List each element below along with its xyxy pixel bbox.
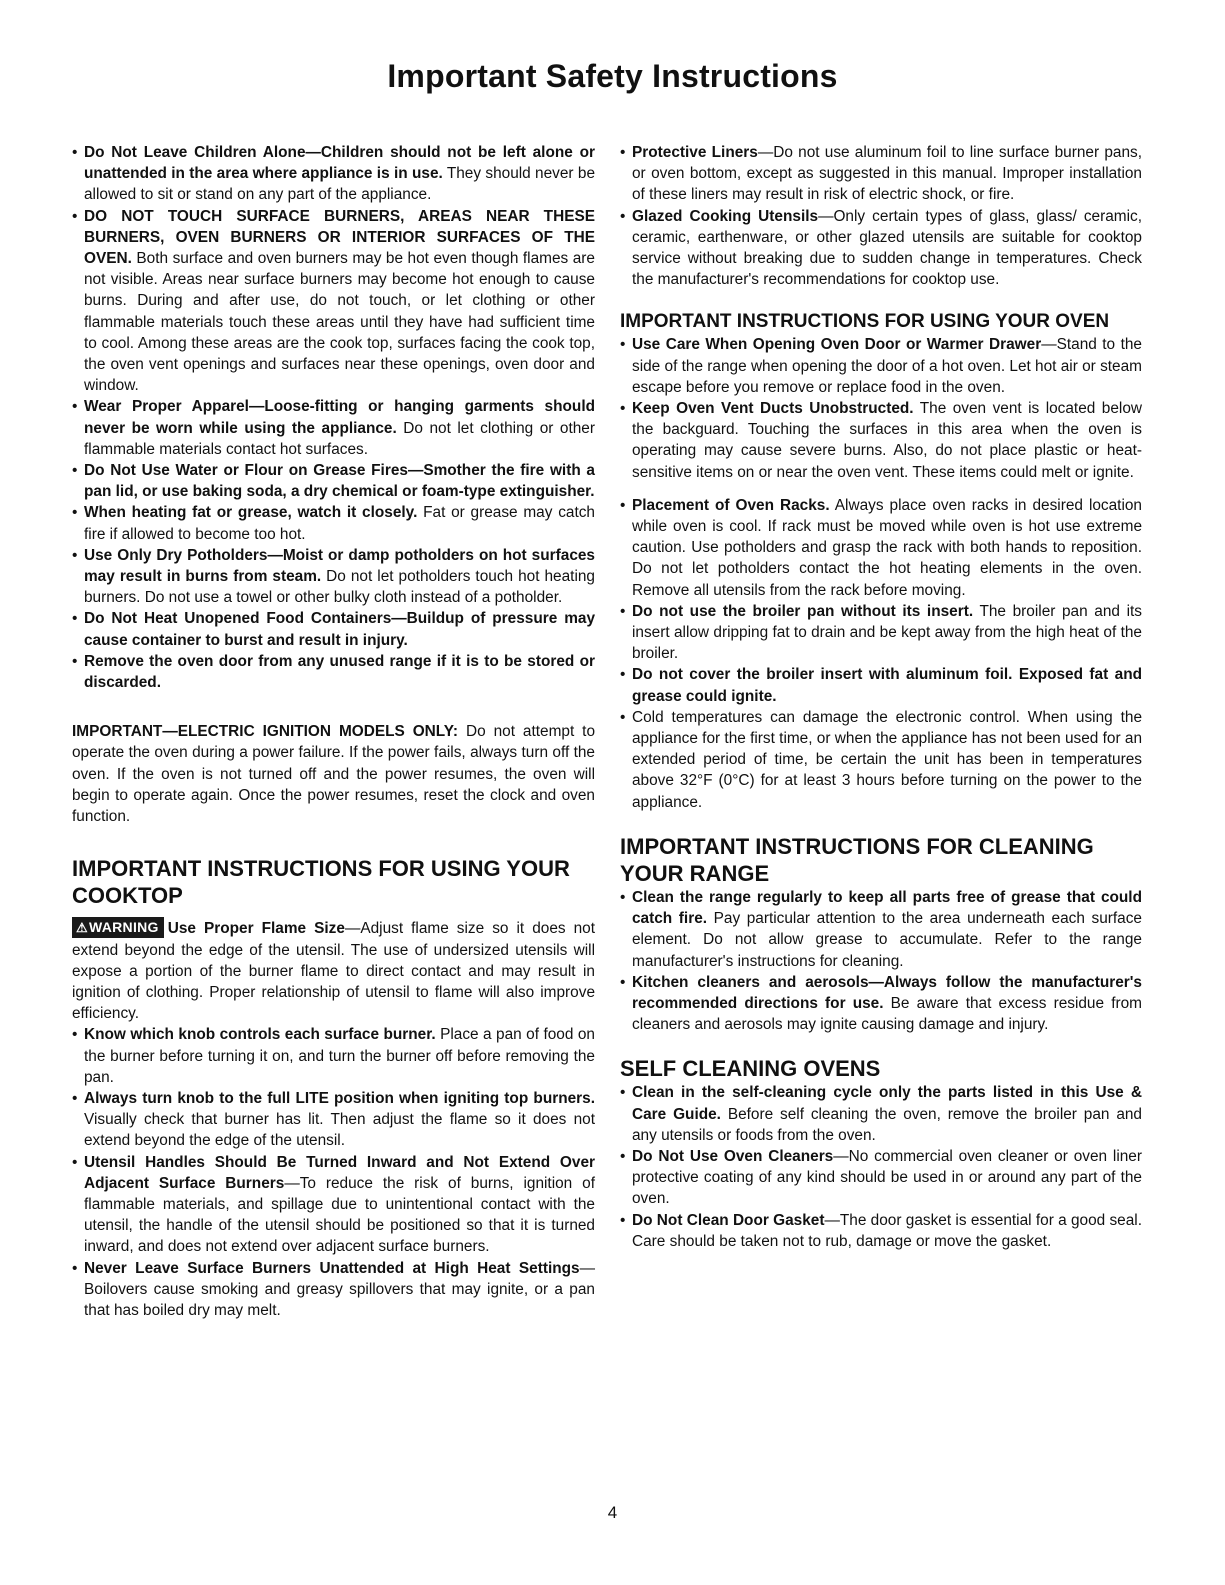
list-item: [620, 707, 1142, 813]
list-item: [72, 1024, 595, 1088]
oven-list-1: [620, 334, 1142, 482]
page-number: 4: [607, 1503, 618, 1522]
list-item-lead: Never Leave Surface Burners Unattended at High Heat Settings: [84, 1259, 580, 1277]
electric-ignition-note: [72, 721, 595, 827]
list-item-lead: Do not use the broiler pan without its insert.: [632, 602, 974, 620]
list-item-text: Always place oven racks in desired location while oven is cool. If rack must be moved while oven is hot use extreme caution. Use potholders and grasp the rack with both hands to reposition. Do not let potholders contact the hot heating elements in the oven. Remove all utensils from the rack before moving.: [632, 496, 1142, 599]
list-item-lead: Kitchen cleaners and aerosols—Always follow the manufacturer's recommended directions for use.: [632, 973, 1142, 1012]
list-item-lead: Wear Proper Apparel—Loose-fitting or hanging garments should never be worn while using the appliance.: [84, 398, 595, 437]
list-item-text: Place a pan of food on the burner before turning it on, and turn the burner off before removing the pan.: [84, 1026, 595, 1086]
list-item-lead: Do Not Use Oven Cleaners: [632, 1147, 834, 1165]
list-item-lead: Remove the oven door from any unused range if it is to be stored or discarded.: [84, 652, 595, 692]
list-item-text: —Only certain types of glass, glass/ ceramic, ceramic, earthenware, or other glazed utensils are suitable for cooktop service without breaking due to sudden change in temperatures. Check the manufacturer's recommendations for cooktop use.: [632, 207, 1142, 289]
warning-lead: Use Proper Flame Size: [167, 920, 345, 938]
oven-list-2: [620, 495, 1142, 813]
list-item-text: —Boilovers cause smoking and greasy spillovers that may ignite, or a pan that has boiled dry may melt.: [84, 1259, 595, 1319]
list-item: [72, 206, 595, 397]
list-item-lead: Do Not Use Water or Flour on Grease Fires—Smother the fire with a pan lid, or use baking soda, a dry chemical or foam-type extinguisher.: [84, 462, 595, 501]
list-item-text: Cold temperatures can damage the electronic control. When using the appliance for the first time, or when the appliance has not been used for an extended period of time, be certain the unit has been in temperatures above 32°F (0°C) for at least 3 hours before turning on the power to the appliance.: [632, 708, 1142, 811]
self-cleaning-heading: SELF CLEANING OVENS: [620, 1056, 881, 1082]
list-item-lead: Keep Oven Vent Ducts Unobstructed.: [632, 400, 914, 418]
list-item-lead: Placement of Oven Racks.: [632, 496, 830, 514]
cooktop-heading: IMPORTANT INSTRUCTIONS FOR USING YOUR COOKTOP: [72, 856, 570, 909]
list-item: [620, 495, 1142, 601]
list-item: [620, 334, 1142, 398]
list-item-text: Do not let clothing or other flammable materials contact hot surfaces.: [84, 419, 595, 458]
cleaning-heading: IMPORTANT INSTRUCTIONS FOR CLEANING YOUR RANGE: [620, 833, 1094, 886]
list-item-lead: When heating fat or grease, watch it closely.: [84, 504, 418, 522]
list-item: [620, 972, 1142, 1036]
list-item-lead: Always turn knob to the full LITE position when igniting top burners.: [84, 1089, 595, 1107]
list-item: [620, 1082, 1142, 1146]
warning-badge: [72, 917, 164, 938]
liner-utensil-list: [620, 142, 1142, 290]
list-item: [620, 1146, 1142, 1210]
list-item: [72, 651, 595, 693]
electric-ignition-label: IMPORTANT—ELECTRIC IGNITION MODELS ONLY:: [72, 723, 459, 741]
list-item-lead: Do not cover the broiler insert with aluminum foil. Exposed fat and grease could ignite.: [632, 666, 1142, 705]
list-item: [72, 545, 595, 609]
warning-triangle-icon: ⚠: [76, 920, 88, 936]
list-item-text: —The door gasket is essential for a good seal. Care should be taken not to rub, damage or move the gasket.: [632, 1211, 1142, 1250]
general-safety-list: [72, 142, 595, 693]
list-item: [72, 608, 595, 650]
list-item-text: Fat or grease may catch fire if allowed to become too hot.: [84, 504, 595, 543]
list-item-text: Before self cleaning the oven, remove the broiler pan and any utensils or foods from the oven.: [632, 1105, 1142, 1144]
warning-text: —Adjust flame size so it does not extend beyond the edge of the utensil. The use of undersized utensils will expose a portion of the burner flame to direct contact and may result in ignition of clothing. Proper relationship of utensil to flame will also improve efficiency.: [72, 920, 595, 1023]
list-item: [72, 460, 595, 502]
list-item-text: —Stand to the side of the range when opening the door of a hot oven. Let hot air or steam escape before you remove or replace food in the oven.: [632, 336, 1142, 396]
list-item-lead: Do Not Clean Door Gasket: [632, 1211, 825, 1229]
page-title: Important Safety Instructions: [387, 58, 838, 94]
list-item: [72, 502, 595, 544]
list-item-text: The broiler pan and its insert allow dripping fat to drain and be kept away from the high heat of the broiler.: [632, 602, 1142, 663]
list-item-text: Visually check that burner has lit. Then adjust the flame so it does not extend beyond the edge of the utensil.: [84, 1111, 595, 1150]
list-item-lead: DO NOT TOUCH SURFACE BURNERS, AREAS NEAR THESE BURNERS, OVEN BURNERS OR INTERIOR SURFACES OF THE OVEN.: [84, 207, 595, 268]
list-item: [620, 887, 1142, 972]
list-item: [620, 398, 1142, 483]
list-item-text: Pay particular attention to the area underneath each surface element. Do not allow grease to accumulate. Refer to the range manufacturer's instructions for cleaning.: [632, 910, 1142, 970]
list-item: [72, 396, 595, 460]
list-item: [620, 1210, 1142, 1252]
list-item-lead: Clean in the self-cleaning cycle only the parts listed in this Use & Care Guide.: [632, 1084, 1142, 1123]
list-item-text: —No commercial oven cleaner or oven liner protective coating of any kind should be used in or around any part of the oven.: [632, 1147, 1142, 1208]
list-item-lead: Know which knob controls each surface burner.: [84, 1026, 436, 1044]
list-item: [72, 1088, 595, 1152]
cooktop-list: [72, 1024, 595, 1321]
list-item-lead: Clean the range regularly to keep all parts free of grease that could catch fire.: [632, 888, 1142, 928]
list-item-text: Be aware that excess residue from cleaners and aerosols may ignite causing damage and injury.: [632, 994, 1142, 1034]
cleaning-list: [620, 887, 1142, 1035]
list-item-text: —To reduce the risk of burns, ignition of flammable materials, and spillage due to unintentional contact with the utensil, the handle of the utensil should be positioned so that it is turned inward, and does not extend over adjacent surface burners.: [84, 1174, 595, 1256]
self-cleaning-list: [620, 1082, 1142, 1252]
list-item-text: Both surface and oven burners may be hot even though flames are not visible. Areas near surface burners may become hot enough to cause burns. During and after use, do not touch, or let clothing or other flammable materials touch these areas until they have had sufficient time to cool. Among these areas are the cook top, surfaces facing the cook top, the oven vent openings and surfaces near these openings, oven door and window.: [84, 250, 595, 395]
list-item: [72, 142, 595, 206]
list-item-lead: Do Not Leave Children Alone—Children should not be left alone or unattended in the area where appliance is in use.: [84, 144, 595, 183]
list-item-text: —Do not use aluminum foil to line surface burner pans, or oven bottom, except as suggested in this manual. Improper installation of these liners may result in risk of electric shock, or fire.: [632, 144, 1142, 204]
list-item: [620, 664, 1142, 706]
list-item-lead: Use Care When Opening Oven Door or Warmer Drawer: [632, 336, 1042, 354]
list-item-text: They should never be allowed to sit or stand on any part of the appliance.: [84, 165, 596, 204]
warning-paragraph: [72, 917, 595, 1024]
list-item-lead: Use Only Dry Potholders—Moist or damp potholders on hot surfaces may result in burns from steam.: [84, 546, 595, 586]
list-item: [620, 142, 1142, 206]
list-item-lead: Do Not Heat Unopened Food Containers—Buildup of pressure may cause container to burst and result in injury.: [84, 610, 595, 649]
oven-heading: IMPORTANT INSTRUCTIONS FOR USING YOUR OVEN: [620, 311, 1110, 333]
list-item: [620, 601, 1142, 665]
list-item: [72, 1258, 595, 1322]
list-item-lead: Protective Liners: [632, 144, 758, 161]
list-item: [620, 206, 1142, 291]
list-item-text: The oven vent is located below the backguard. Touching the surfaces in this area when the oven is operating may cause severe burns. Also, do not place plastic or heat-sensitive items on or near the oven vent. These items could melt or ignite.: [632, 400, 1142, 481]
list-item-text: Do not let potholders touch hot heating burners. Do not use a towel or other bulky cloth instead of a potholder.: [84, 568, 595, 607]
list-item: [72, 1152, 595, 1258]
warning-badge-label: WARNING: [88, 919, 159, 936]
list-item-lead: Utensil Handles Should Be Turned Inward and Not Extend Over Adjacent Surface Burners: [84, 1153, 595, 1192]
list-item-lead: Glazed Cooking Utensils: [632, 207, 819, 225]
left-column: [72, 142, 595, 1321]
electric-ignition-text: Do not attempt to operate the oven during a power failure. If the power fails, always turn off the oven. If the oven is not turned off and the power resumes, the oven will begin to operate again. Once the power resumes, reset the clock and oven function.: [72, 723, 595, 826]
right-column: [620, 142, 1142, 1252]
